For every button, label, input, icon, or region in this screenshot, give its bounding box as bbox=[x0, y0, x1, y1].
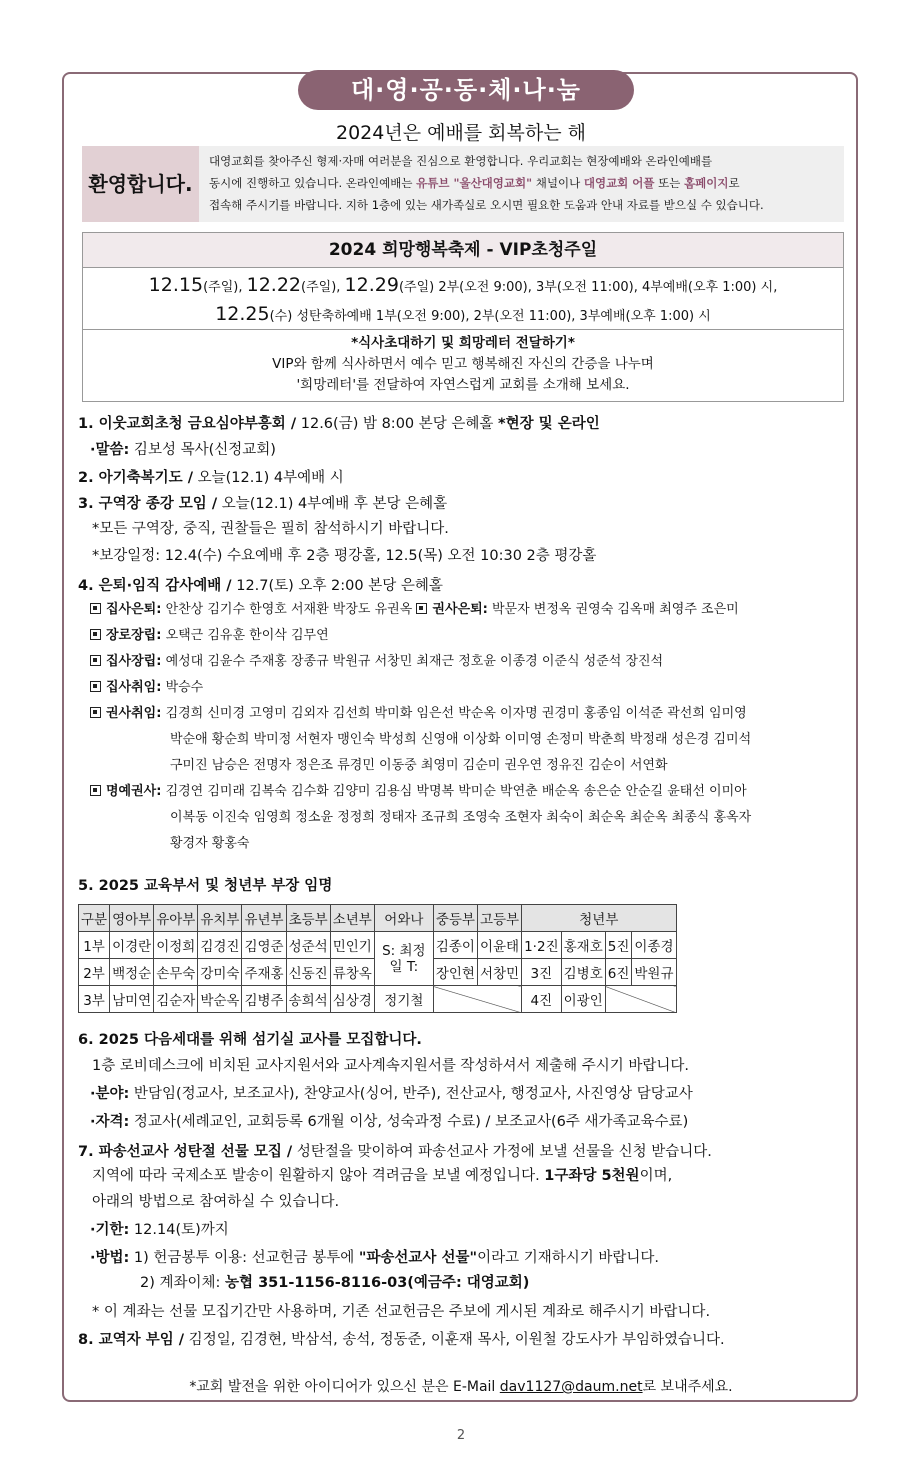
roster-row: 집사장립: 예성대 김윤수 주재홍 장종규 박원규 서창민 최재근 정호윤 이종경 이준식 성준석 장진석 bbox=[90, 649, 850, 675]
roster-row-cont: 황경자 황홍숙 bbox=[170, 836, 250, 851]
department-table: 구분 영아부 유아부 유치부 유년부 초등부 소년부 어와나 중등부 고등부 청년부 1부 이경란 이정희 김경진 김영준 성준석 민인기 S: 최정일 T: 김종이 이윤태 1·2진 홍재호 5진 이종경 2부 백정순 손무숙 강미숙 주재홍 신동진 류창옥 장인현 서창민 3진 김병호 6진 박원규 3부 남미연 김순자 박순옥 김병주 송희석 심상경 정기철 4진 이광인 bbox=[78, 904, 677, 1013]
square-bullet-icon bbox=[90, 681, 101, 692]
table-row: 3부 남미연 김순자 박순옥 김병주 송희석 심상경 정기철 4진 이광인 bbox=[79, 986, 677, 1013]
roster-row: 집사은퇴: 안찬상 김기수 한영호 서재환 박장도 유권옥 권사은퇴: 박문자 변정옥 권영숙 김옥매 최영주 조은미 bbox=[90, 597, 850, 623]
welcome-line: 동시에 진행하고 있습니다. 온라인예배는 유튜브 "울산대영교회" 채널이나 대영교회 어플 또는 홈페이지로 bbox=[209, 176, 740, 190]
item-1-speaker: ·말씀: 김보성 목사(신정교회) bbox=[90, 442, 276, 458]
roster-row-cont: 박순애 황순희 박미정 서현자 맹인숙 박성희 신영애 이상화 이미영 손정미 박춘희 박정래 성은경 김미석 bbox=[170, 732, 752, 747]
square-bullet-icon bbox=[90, 603, 101, 614]
section-6-desc: 1층 로비데스크에 비치된 교사지원서와 교사계속지원서를 작성하셔서 제출해 주시기 바랍니다. bbox=[92, 1058, 689, 1074]
page-number: 2 bbox=[456, 1428, 466, 1443]
item-3-note: *보강일정: 12.4(수) 수요예배 후 2층 평강홀, 12.5(목) 오전 10:30 2층 평강홀 bbox=[92, 548, 597, 564]
page-banner: 대·영·공·동·체·나·눔 bbox=[298, 70, 634, 110]
welcome-line: 접속해 주시기를 바랍니다. 지하 1층에 있는 새가족실로 오시면 필요한 도움과 안내 자료를 받으실 수 있습니다. bbox=[209, 198, 764, 212]
subtitle: 2024년은 예배를 회복하는 해 bbox=[335, 122, 586, 144]
roster-row: 장로장립: 오택근 김유훈 한이삭 김무연 bbox=[90, 623, 850, 649]
roster-row: 권사취임: 김경희 신미경 고영미 김외자 김선희 박미화 임은선 박순옥 이자명 권경미 홍종임 이석준 곽선희 임미영 bbox=[90, 701, 850, 727]
square-bullet-icon bbox=[416, 603, 427, 614]
roster-row-cont: 이복동 이진숙 임영희 정소윤 정정희 정태자 조규희 조영숙 조현자 최숙이 최순옥 최순옥 최종식 홍옥자 bbox=[170, 810, 752, 825]
square-bullet-icon bbox=[90, 785, 101, 796]
item-3: 3. 구역장 종강 모임 / 오늘(12.1) 4부예배 후 본당 은혜홀 bbox=[78, 496, 448, 512]
item-3-note: *모든 구역장, 중직, 권찰들은 필히 참석하시기 바랍니다. bbox=[92, 521, 449, 537]
item-4: 4. 은퇴·임직 감사예배 / 12.7(토) 오후 2:00 본당 은혜홀 bbox=[78, 578, 443, 594]
empty-cell bbox=[605, 986, 676, 1013]
section-7-method: ·방법: 1) 헌금봉투 이용: 선교헌금 봉투에 "파송선교사 선물"이라고 기재하시기 바랍니다. bbox=[90, 1250, 659, 1266]
square-bullet-icon bbox=[90, 655, 101, 666]
empty-cell bbox=[433, 986, 521, 1013]
table-row: 2부 백정순 손무숙 강미숙 주재홍 신동진 류창옥 장인현 서창민 3진 김병호 6진 박원규 bbox=[79, 959, 677, 986]
section-7-title: 7. 파송선교사 성탄절 선물 모집 / 성탄절을 맞이하여 파송선교사 가정에 보낼 선물을 신청 받습니다. bbox=[78, 1144, 712, 1160]
vip-message: *식사초대하기 및 희망레터 전달하기* VIP와 함께 식사하면서 예수 믿고 행복해진 자신의 간증을 나누며 '희망레터'를 전달하여 자연스럽게 교회를 소개해 보세요. bbox=[272, 335, 654, 393]
square-bullet-icon bbox=[90, 707, 101, 718]
vip-title: 2024 희망행복축제 - VIP초청주일 bbox=[83, 233, 843, 268]
welcome-box bbox=[82, 146, 844, 222]
section-5-title: 5. 2025 교육부서 및 청년부 부장 임명 bbox=[78, 878, 333, 894]
email-link[interactable]: dav1127@daum.net bbox=[499, 1379, 643, 1395]
footer-note: *교회 발전을 위한 아이디어가 있으신 분은 E-Mail dav1127@daum.net로 보내주세요. bbox=[189, 1379, 733, 1395]
welcome-label: 환영합니다. bbox=[82, 146, 199, 222]
vip-dates: 12.15(주일), 12.22(주일), 12.29(주일) 2부(오전 9:00), 3부(오전 11:00), 4부예배(오후 1:00) 시, 12.25(수) 성탄축하예배 1부(오전 9:00), 2부(오전 11:00), 3부예배(오후 1:00) 시 bbox=[83, 268, 843, 330]
homepage-link[interactable]: 홈페이지 bbox=[684, 176, 729, 190]
youtube-link[interactable]: 유튜브 "울산대영교회" bbox=[416, 176, 533, 190]
ordination-roster bbox=[90, 597, 850, 857]
section-7-desc: 지역에 따라 국제소포 발송이 원활하지 않아 격려금을 보낼 예정입니다. 1구좌당 5천원이며, bbox=[92, 1168, 673, 1184]
table-row: 1부 이경란 이정희 김경진 김영준 성준석 민인기 S: 최정일 T: 김종이 이윤태 1·2진 홍재호 5진 이종경 bbox=[79, 932, 677, 959]
welcome-text bbox=[199, 146, 844, 222]
roster-row-cont: 구미진 남승은 전명자 정은조 류경민 이동중 최영미 김순미 권우연 정유진 김순이 서연화 bbox=[170, 758, 668, 773]
square-bullet-icon bbox=[90, 629, 101, 640]
section-6-title: 6. 2025 다음세대를 위해 섬기실 교사를 모집합니다. bbox=[78, 1032, 422, 1048]
vip-box bbox=[82, 232, 844, 402]
section-7-desc: 아래의 방법으로 참여하실 수 있습니다. bbox=[92, 1194, 340, 1210]
item-2: 2. 아기축복기도 / 오늘(12.1) 4부예배 시 bbox=[78, 470, 344, 486]
welcome-line: 대영교회를 찾아주신 형제·자매 여러분을 진심으로 환영합니다. 우리교회는 현장예배와 온라인예배를 bbox=[209, 154, 713, 168]
section-8: 8. 교역자 부임 / 김정일, 김경현, 박삼석, 송석, 정동준, 이훈재 목사, 이원철 강도사가 부임하였습니다. bbox=[78, 1332, 725, 1348]
app-link[interactable]: 대영교회 어플 bbox=[583, 176, 655, 190]
section-6-fields: ·분야: 반담임(정교사, 보조교사), 찬양교사(싱어, 반주), 전산교사, 행정교사, 사진영상 담당교사 bbox=[90, 1086, 693, 1102]
item-1: 1. 이웃교회초청 금요심야부흥회 / 12.6(금) 밤 8:00 본당 은혜홀 *현장 및 온라인 bbox=[78, 416, 600, 432]
section-7-note: * 이 계좌는 선물 모집기간만 사용하며, 기존 선교헌금은 주보에 게시된 계좌로 해주시기 바랍니다. bbox=[92, 1304, 711, 1320]
section-7-due: ·기한: 12.14(토)까지 bbox=[90, 1222, 229, 1238]
section-6-qualification: ·자격: 정교사(세례교인, 교회등록 6개월 이상, 성숙과정 수료) / 보조교사(6주 새가족교육수료) bbox=[90, 1114, 689, 1130]
roster-row: 명예권사: 김경연 김미래 김복숙 김수화 김양미 김용심 박명복 박미순 박연춘 배순옥 송은순 안순길 윤태선 이미아 bbox=[90, 779, 850, 805]
section-7-method: 2) 계좌이체: 농협 351-1156-8116-03(예금주: 대영교회) bbox=[140, 1275, 530, 1291]
roster-row: 집사취임: 박승수 bbox=[90, 675, 850, 701]
